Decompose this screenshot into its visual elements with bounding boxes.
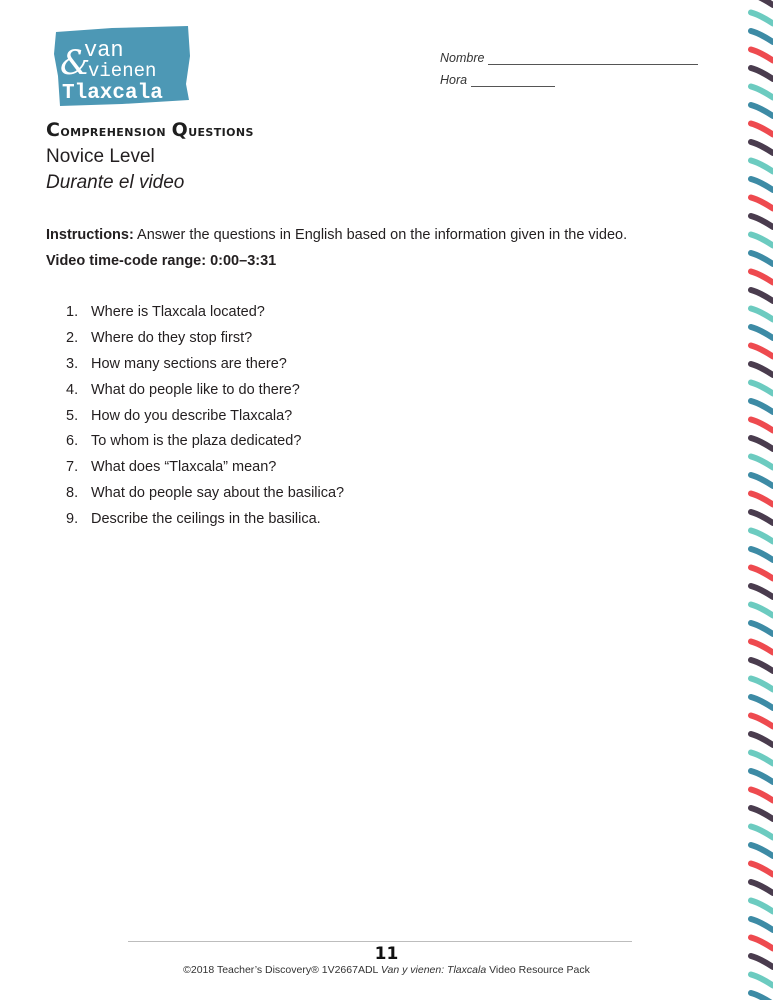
border-stripe [751,642,773,653]
border-stripe [751,31,773,42]
border-stripe [751,938,773,949]
border-stripe [751,0,773,5]
name-blank-line[interactable] [488,51,698,65]
border-stripe [751,549,773,560]
question-item [66,356,344,382]
logo-text-vienen: vienen [88,60,157,82]
border-stripe [751,420,773,431]
border-stripe [751,512,773,523]
instructions-text: Answer the questions in English based on the information given in the video. [133,227,628,243]
question-item [66,511,344,537]
question-text: How many sections are there? [91,355,287,372]
border-stripe [751,568,773,579]
border-stripe [751,919,773,930]
question-text: Where do they stop first? [91,329,253,346]
question-text: What do people say about the basilica? [91,485,345,502]
question-item [66,433,344,459]
border-stripe [751,272,773,283]
border-stripe [751,142,773,153]
question-item [66,408,344,434]
border-stripe [751,383,773,394]
border-stripe [751,124,773,135]
border-stripe [751,901,773,912]
copyright-prefix: ©2018 Teacher’s Discovery® 1V2667ADL [183,964,381,976]
copyright-suffix: Video Resource Pack [486,964,590,976]
question-number: 8. [66,485,79,502]
question-text: Describe the ceilings in the basilica. [91,511,321,528]
border-stripe [751,956,773,967]
border-stripe [751,161,773,172]
question-text: What do people like to do there? [91,381,300,398]
hour-blank-line[interactable] [471,73,555,87]
border-stripe [751,864,773,875]
border-stripe [751,68,773,79]
footer-copyright [0,964,773,976]
instructions [46,227,627,243]
border-stripe [751,346,773,357]
hour-label: Hora [440,73,468,87]
border-stripe [751,494,773,505]
name-field[interactable] [440,43,698,65]
border-stripe [751,216,773,227]
border-stripe [751,198,773,209]
logo-text-tlaxcala: Tlaxcala [62,82,163,105]
border-stripe [751,87,773,98]
border-stripe [751,235,773,246]
instructions-label: Instructions: [46,227,134,243]
border-stripe [751,623,773,634]
question-number: 6. [66,433,79,450]
hour-field[interactable] [440,65,698,87]
page-number-text: 11 [374,944,399,964]
border-stripe [751,845,773,856]
question-item [66,485,344,511]
page-number [0,944,773,964]
border-stripe [751,605,773,616]
border-stripe [751,438,773,449]
border-stripe [751,808,773,819]
decorative-stripe-border [743,0,773,1000]
border-stripe [751,253,773,264]
subtitle: Durante el video [46,172,185,193]
question-number: 4. [66,381,79,398]
question-number: 5. [66,407,79,424]
question-item [66,382,344,408]
border-stripe [751,753,773,764]
section-title-initial: C [46,119,61,141]
question-number: 9. [66,511,79,528]
question-text: To whom is the plaza dedicated? [91,433,302,450]
series-logo [52,26,192,106]
question-text: How do you describe Tlaxcala? [91,407,293,424]
timecode-range: Video time-code range: 0:00–3:31 [46,253,277,269]
question-number: 1. [66,304,79,320]
border-stripe [751,660,773,671]
section-title-part-2: uestions [188,122,254,140]
border-stripe [751,790,773,801]
level-label: Novice Level [46,146,155,167]
border-stripe [751,457,773,468]
logo-ampersand: & [60,43,91,83]
question-number: 7. [66,459,79,476]
logo-text-van: van [84,38,124,63]
border-stripe [751,50,773,61]
section-title-initial-2: Q [171,119,189,141]
border-stripe [751,290,773,301]
student-info-fields [440,43,698,87]
footer-divider [128,941,632,942]
question-text: Where is Tlaxcala located? [91,304,265,320]
border-stripe [751,975,773,986]
border-stripe [751,734,773,745]
border-stripe [751,586,773,597]
question-text: What does “Tlaxcala” mean? [91,459,277,476]
border-stripe [751,882,773,893]
border-stripe [751,993,773,1000]
border-stripe [751,475,773,486]
question-number: 3. [66,355,79,372]
border-stripe [751,327,773,338]
question-item [66,304,344,330]
copyright-title: Van y vienen: Tlaxcala [380,964,487,976]
border-stripe [751,364,773,375]
border-stripe [751,716,773,727]
border-stripe [751,13,773,24]
question-number: 2. [66,329,79,346]
border-stripe [751,827,773,838]
border-stripe [751,679,773,690]
border-stripe [751,105,773,116]
section-title-part: omprehension [60,122,172,140]
border-stripe [751,771,773,782]
question-item [66,459,344,485]
border-stripe [751,401,773,412]
question-list [66,304,344,537]
logo-graphic [52,26,192,106]
section-title [46,119,254,141]
border-stripe [751,179,773,190]
name-label: Nombre [440,51,485,65]
border-stripe [751,531,773,542]
border-stripe [751,697,773,708]
border-stripe [751,309,773,320]
question-item [66,330,344,356]
